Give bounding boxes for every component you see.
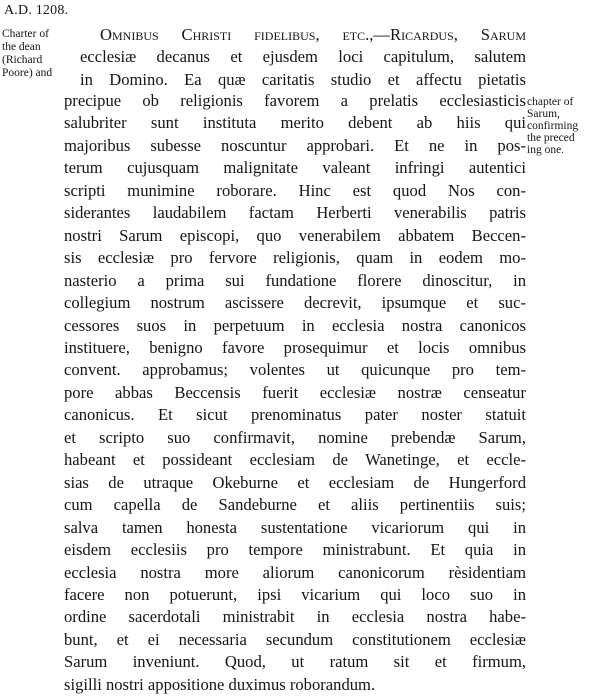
text-line: sias de utraque Okeburne et ecclesiam de Hungerford [64,472,526,492]
text-line: scripti munimine roborare. Hinc est quod Nos con- [64,180,526,200]
text-line: facere non potuerunt, ipsi vicarium qui loco suo in [64,584,526,604]
text-line: pore abbas Beccensis fuerit ecclesiæ nostræ censeatur [64,382,526,402]
text-line: cessores suos in perpetuum in ecclesia nostra canonicos [64,315,526,335]
margin-note-line: Poore) and [2,67,53,79]
margin-note-line: (Richard [2,54,43,66]
text-line: in Domino. Ea quæ caritatis studio et affectu pietatis [80,69,526,89]
text-line: habeant et possideant ecclesiam de Wanetinge, et eccle- [64,450,526,470]
text-line: sigilli nostri appositione duximus roborandum. [64,674,376,694]
margin-note-line: the dean [2,41,41,53]
margin-note-line: the preced [527,132,575,144]
margin-note-line: Charter of [2,28,49,40]
text-line: eisdem ecclesiis pro tempore ministrabunt. Et quia in [64,540,526,560]
text-line: ecclesiæ decanus et ejusdem loci capitulum, salutem [80,47,526,67]
text-line: Omnibus Christi fidelibus, etc.,—Ricardus, Sarum [100,25,526,44]
margin-note-line: Sarum, [527,108,560,120]
charter-body [64,90,526,696]
text-line: Sarum inveniunt. Quod, ut ratum sit et firmum, [64,652,526,672]
text-line: terum cujusquam malignitate valeant infringi autentici [64,158,526,178]
margin-note-line: chapter of [527,96,574,108]
text-line: ecclesia nostra more aliorum canonicorum rèsidentiam [64,562,526,582]
text-line: salubriter sunt instituta merito debent ab hiis qui [64,113,526,133]
text-line: salva tamen honesta sustentatione vicariorum qui in [64,517,526,537]
text-line: collegium nostrum ascissere decrevit, ipsumque et suc- [64,293,526,313]
charter-opening [80,24,526,91]
text-line: precipue ob religionis favorem a prelatis ecclesiasticis [64,91,526,110]
text-line: sis ecclesiæ pro fervore religionis, quam in eodem mo- [64,248,526,268]
text-line: cum capella de Sandeburne et aliis pertinentiis suis; [64,495,526,515]
text-line: et scripto suo confirmavit, nomine prebendæ Sarum, [64,427,526,447]
text-line: nasterio a prima sui fundatione florere dinoscitur, in [64,270,526,290]
text-line: instituere, benigno favore prosequimur et locis omnibus [64,337,526,357]
text-line: ordine sacerdotali ministrabit in ecclesia nostra habe- [64,607,526,627]
text-line: canonicus. Et sicut prenominatus pater noster statuit [64,405,526,425]
margin-note-line: confirming [527,120,579,132]
margin-note-right [527,96,600,156]
margin-note-left [2,28,74,80]
text-line: majoribus subesse noscuntur approbari. Et ne in pos- [64,135,526,155]
text-line: convent. approbamus; volentes ut quicunque pro tem- [64,360,526,380]
text-line: siderantes laudabilem factam Herberti venerabilis patris [64,203,526,223]
text-line: nostri Sarum episcopi, quo venerabilem abbatem Beccen- [64,225,526,245]
date-heading: A.D. 1208. [4,3,69,18]
text-line: bunt, et ei necessaria secundum constitutionem ecclesiæ [64,629,526,649]
margin-note-line: ing one. [527,144,565,156]
